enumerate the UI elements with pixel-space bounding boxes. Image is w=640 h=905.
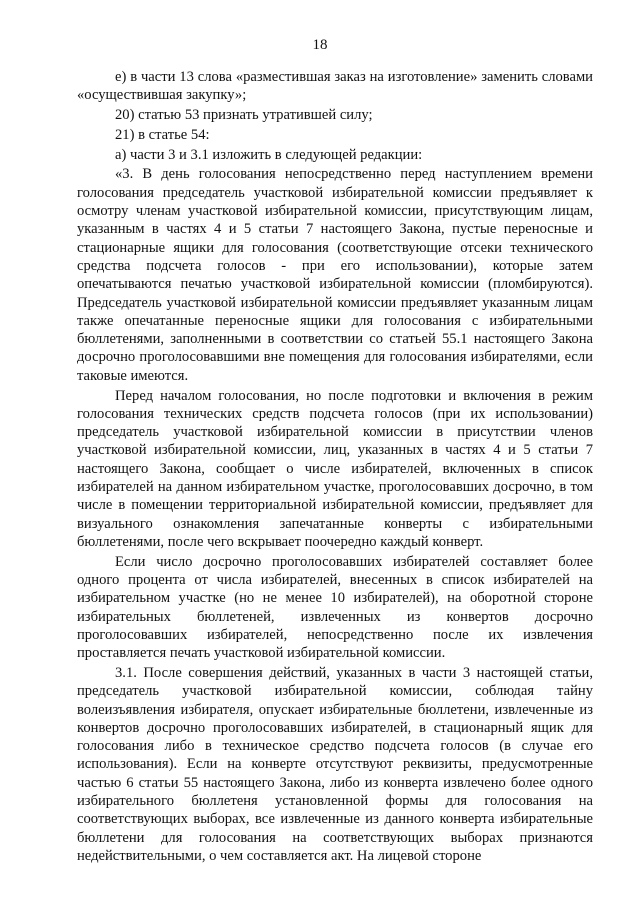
paragraph-amendment-a: а) части 3 и 3.1 изложить в следующей редакции: xyxy=(115,146,423,163)
page-number: 18 xyxy=(312,37,328,53)
paragraph-part-3-1: 3.1. После совершения действий, указанных в части 3 настоящей статьи, председатель участковой избирательной комиссии, соблюдая тайну волеизъявления избирателя, опускает избирательные бюллетени, извлеченные из конвертов досрочно проголосовавших избирателей, в стационарный ящик для голосования либо в техническое средство подсчета голосов (в случае его использования). Если на конверте отсутствуют реквизиты, предусмотренные частью 6 статьи 55 настоящего Закона, либо из конверта извлечено более одного избирательного бюллетеня установленной формы для голосования на соответствующих выборах, все извлеченные из данного конверта избирательные бюллетени для голосования на соответствующих выборах признаются недействительными, о чем составляется акт. На лицевой стороне xyxy=(77,665,593,864)
paragraph-early-voters-percent: Если число досрочно проголосовавших избирателей составляет более одного процента от числа избирателей, внесенных в список избирателей на избирательном участке (но не менее 10 избирателей), на оборотной стороне избирательных бюллетеней, извлеченных из конвертов досрочно проголосовавших избирателей, непосредственно после их извлечения проставляется печать участковой избирательной комиссии. xyxy=(77,553,593,662)
paragraph-amendment-e: е) в части 13 слова «разместившая заказ на изготовление» заменить словами «осуществившая закупку»; xyxy=(77,69,593,104)
paragraph-item-21: 21) в статье 54: xyxy=(115,126,210,143)
document-body xyxy=(77,68,593,865)
paragraph-part-3: «3. В день голосования непосредственно перед наступлением времени голосования председатель участковой избирательной комиссии предъявляет к осмотру членам участковой избирательной комиссии, присутствующим лицам, указанным в частях 4 и 5 статьи 7 настоящего Закона, пустые переносные и стационарные ящики для голосования (соответствующие отсеки технического средства подсчета голосов - при его использовании), которые затем опечатываются печатью участковой избирательной комиссии (пломбируются). Председатель участковой избирательной комиссии предъявляет указанным лицам также опечатанные переносные ящики для голосования с избирательными бюллетенями, заполненными в соответствии со статьей 55.1 настоящего Закона досрочно проголосовавшими вне помещения для голосования избирателями, если таковые имеются. xyxy=(77,166,593,384)
paragraph-item-20: 20) статью 53 признать утратившей силу; xyxy=(115,107,373,124)
paragraph-before-voting: Перед началом голосования, но после подготовки и включения в режим голосования технических средств подсчета голосов (при их использовании) председатель участковой избирательной комиссии в присутствии членов участковой избирательной комиссии, лиц, указанных в частях 4 и 5 статьи 7 настоящего Закона, сообщает о числе избирателей, включенных в список избирателей на данном избирательном участке, проголосовавших досрочно, в том числе в помещении территориальной избирательной комиссии, предъявляет для визуального ознакомления запечатанные конверты с избирательными бюллетенями, после чего вскрывает поочередно каждый конверт. xyxy=(77,387,593,550)
